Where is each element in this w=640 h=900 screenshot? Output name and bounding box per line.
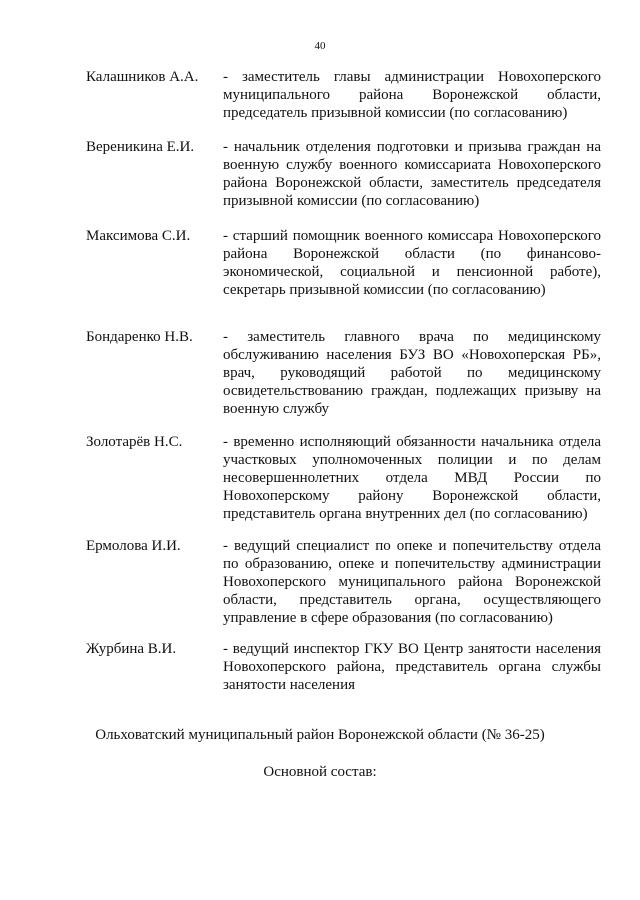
member-name: Бондаренко Н.В. — [86, 329, 193, 345]
member-description: - ведущий инспектор ГКУ ВО Центр занятости населения Новохоперского района, представитель органа службы занятости населения — [223, 641, 601, 693]
member-name: Золотарёв Н.С. — [86, 434, 183, 450]
page-number: 40 — [314, 40, 326, 52]
member-description: - ведущий специалист по опеке и попечительству отдела по образованию, опеке и попечительству администрации Новохоперского муниципального района Воронежской области, представитель органа, осуществляющего управление в сфере образования (по согласованию) — [223, 538, 601, 626]
member-name: Журбина В.И. — [86, 641, 177, 657]
member-description: - заместитель главы администрации Новохоперского муниципального района Воронежской области, председатель призывной комиссии (по согласованию) — [223, 69, 601, 121]
member-description: - начальник отделения подготовки и призыва граждан на военную службу военного комиссариата Новохоперского района Воронежской области, заместитель председателя призывной комиссии (по согласованию) — [223, 139, 601, 209]
member-description: - старший помощник военного комиссара Новохоперского района Воронежской области (по финансово-экономической, социальной и пенсионной работе), секретарь призывной комиссии (по согласованию) — [223, 228, 601, 298]
section-title: Ольховатский муниципальный район Воронежской области (№ 36-25) — [95, 727, 545, 743]
member-name: Калашников А.А. — [86, 69, 199, 85]
member-name: Вереникина Е.И. — [86, 139, 195, 155]
member-name: Ермолова И.И. — [86, 538, 181, 554]
section-subtitle: Основной состав: — [263, 764, 377, 780]
member-name: Максимова С.И. — [86, 228, 191, 244]
member-description: - временно исполняющий обязанности начальника отдела участковых уполномоченных полиции и по делам несовершеннолетних отдела МВД России по Новохоперскому району Воронежской области, представитель органа внутренних дел (по согласованию) — [223, 434, 601, 522]
member-description: - заместитель главного врача по медицинскому обслуживанию населения БУЗ ВО «Новохоперская РБ», врач, руководящий работой по медицинскому освидетельствованию граждан, подлежащих призыву на военную службу — [223, 329, 601, 417]
